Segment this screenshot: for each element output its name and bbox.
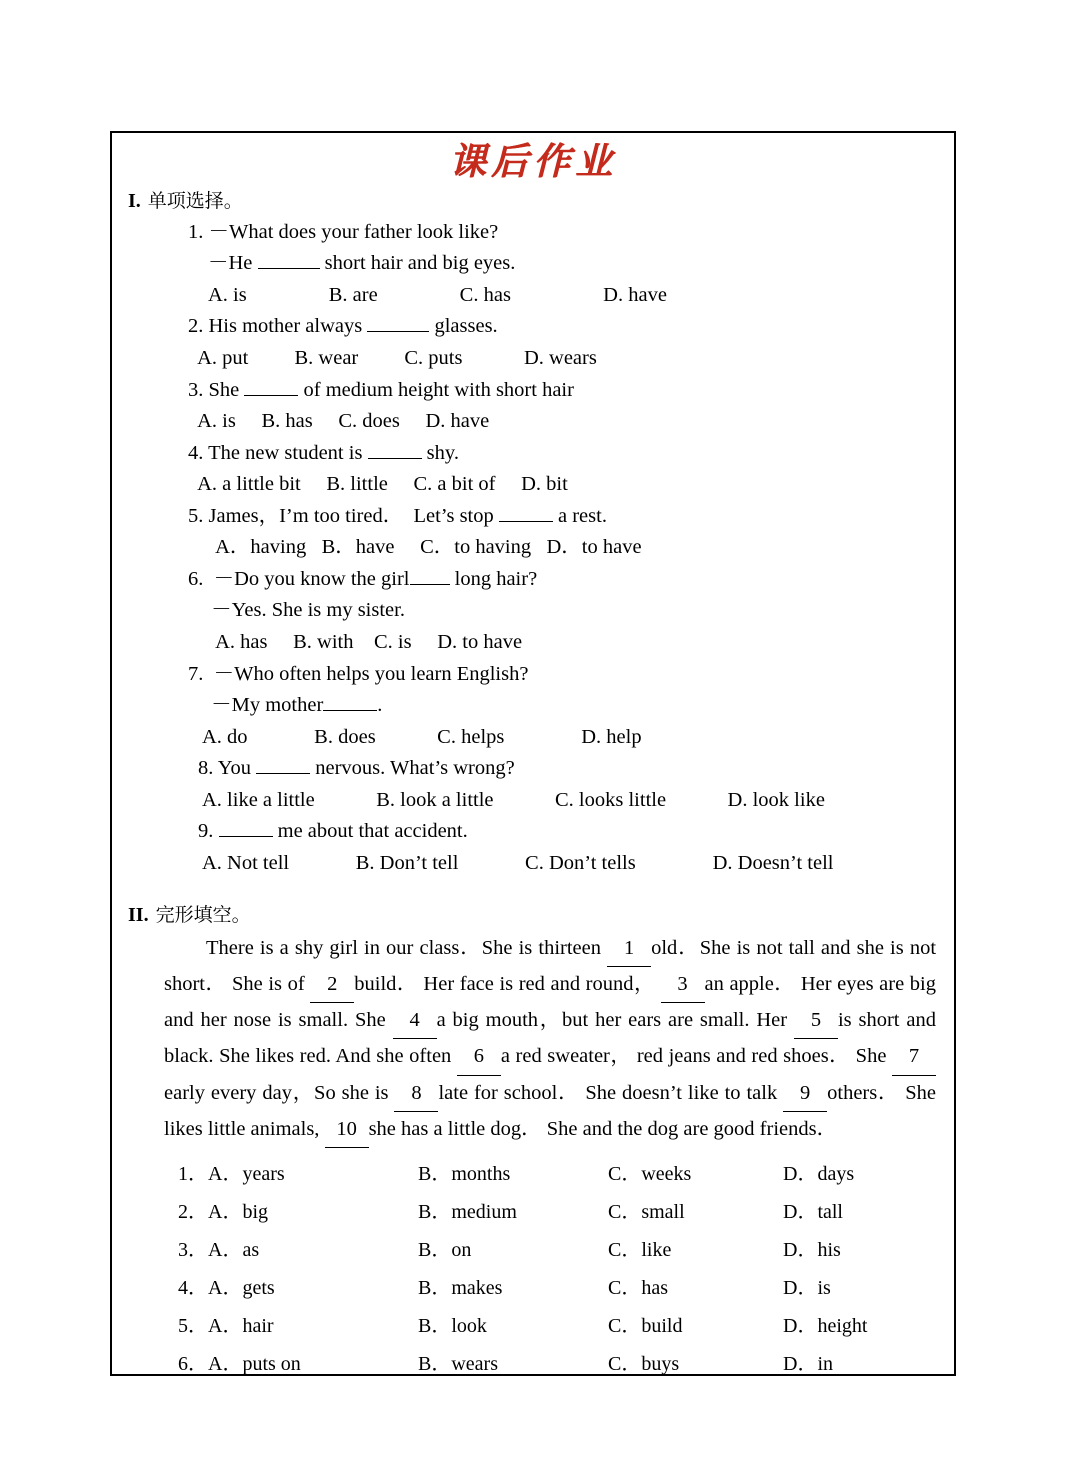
question-1-stem-text: －What does your father look like? <box>208 220 499 243</box>
answer-blank[interactable] <box>323 710 377 711</box>
answer-blank[interactable] <box>256 773 310 774</box>
cloze-option-a[interactable]: A．as <box>208 1238 260 1261</box>
question-3-stem <box>126 375 940 407</box>
question-6-options[interactable]: A. has B. with C. is D. to have <box>206 631 523 653</box>
question-5-options[interactable]: A．having B．have C．to having D．to have <box>206 536 642 559</box>
question-8-options[interactable]: A. like a little B. look a little C. looks little D. look like <box>198 788 825 811</box>
question-5-stem-before: 5. James，I’m too tired． Let’s stop <box>188 504 499 527</box>
cloze-option-row <box>126 1342 940 1380</box>
cloze-option-d[interactable]: D．his <box>783 1238 841 1261</box>
cloze-option-c[interactable]: C．build <box>608 1314 683 1337</box>
cloze-gap-6[interactable]: 6 <box>457 1039 501 1075</box>
question-1 <box>126 217 940 312</box>
cloze-option-a[interactable]: A．gets <box>208 1276 275 1299</box>
cloze-option-row <box>126 1266 940 1304</box>
question-7-cont-after: . <box>377 694 383 717</box>
question-2-stem-before: 2. His mother always <box>188 315 368 338</box>
section-title-2: 完形填空。 <box>155 903 251 926</box>
passage-text: others． She likes little animals, <box>164 1081 936 1140</box>
cloze-option-number: 1． <box>178 1162 208 1185</box>
question-2-stem <box>126 311 940 343</box>
question-9-stem-before: 9. <box>198 820 219 843</box>
cloze-option-c[interactable]: C．buys <box>608 1352 680 1375</box>
cloze-option-c[interactable]: C．like <box>608 1238 672 1261</box>
question-5 <box>126 501 940 564</box>
cloze-option-number: 5． <box>178 1314 208 1337</box>
question-2 <box>126 311 940 374</box>
passage-text: early every day，So she is <box>164 1081 395 1104</box>
question-5-stem <box>126 501 940 533</box>
cloze-option-a[interactable]: A．hair <box>208 1314 274 1337</box>
question-9-stem-after: me about that accident. <box>272 820 468 843</box>
passage-text: an apple． Her eyes are big and her nose is small. She <box>164 972 936 1031</box>
question-1-cont-before: －He <box>208 252 258 275</box>
page-title: 课后作业 <box>449 139 617 183</box>
cloze-gap-7[interactable]: 7 <box>892 1039 936 1075</box>
worksheet-page <box>110 131 956 1376</box>
answer-blank[interactable] <box>258 268 320 269</box>
cloze-option-number: 2． <box>178 1200 208 1223</box>
passage-text: late for school． She doesn’t like to talk <box>438 1081 784 1104</box>
cloze-option-d[interactable]: D．in <box>783 1352 833 1375</box>
cloze-option-c[interactable]: C．small <box>608 1200 685 1223</box>
question-6-stem-before: 6. －Do you know the girl <box>188 567 410 590</box>
cloze-gap-8[interactable]: 8 <box>394 1076 438 1112</box>
question-4-options[interactable]: A. a little bit B. little C. a bit of D. bit <box>188 473 568 496</box>
section-title-1: 单项选择。 <box>147 189 243 212</box>
question-3 <box>126 375 940 438</box>
passage-text: is short and black. She likes red. And she often <box>164 1009 936 1068</box>
question-1-continuation <box>126 248 940 280</box>
cloze-option-a[interactable]: A．puts on <box>208 1352 301 1375</box>
question-9 <box>126 816 940 879</box>
cloze-option-c[interactable]: C．weeks <box>608 1162 692 1185</box>
cloze-option-b[interactable]: B．on <box>418 1238 472 1261</box>
question-4 <box>126 438 940 501</box>
question-4-stem-after: shy. <box>421 441 459 464</box>
multiple-choice-list <box>126 217 940 880</box>
cloze-gap-10[interactable]: 10 <box>325 1112 369 1148</box>
cloze-option-row <box>126 1228 940 1266</box>
question-6-stem-after: long hair? <box>449 567 538 590</box>
section-roman-2: II. <box>128 903 149 926</box>
question-8-stem-after: nervous. What’s wrong? <box>310 757 515 780</box>
cloze-option-row <box>126 1304 940 1342</box>
question-2-stem-after: glasses. <box>429 315 498 338</box>
cloze-option-number: 3． <box>178 1238 208 1261</box>
answer-blank[interactable] <box>219 836 273 837</box>
cloze-gap-3[interactable]: 3 <box>661 967 705 1003</box>
answer-blank[interactable] <box>367 331 429 332</box>
question-9-stem <box>126 816 940 848</box>
question-7 <box>126 659 940 754</box>
question-7-stem: 7. －Who often helps you learn English? <box>188 662 529 685</box>
question-6 <box>126 564 940 659</box>
cloze-option-d[interactable]: D．height <box>783 1314 868 1337</box>
question-8-stem <box>126 753 940 785</box>
question-1-cont-after: short hair and big eyes. <box>319 252 516 275</box>
cloze-gap-4[interactable]: 4 <box>393 1003 437 1039</box>
passage-text: build． Her face is red and round， <box>354 972 661 995</box>
passage-text: a big mouth，but her ears are small. Her <box>436 1009 794 1031</box>
cloze-option-a[interactable]: A．years <box>208 1162 285 1185</box>
cloze-option-b[interactable]: B．makes <box>418 1276 503 1299</box>
question-3-stem-before: 3. She <box>188 378 245 401</box>
cloze-option-d[interactable]: D．tall <box>783 1200 843 1223</box>
cloze-option-b[interactable]: B．wears <box>418 1352 498 1375</box>
question-3-stem-after: of medium height with short hair <box>298 378 574 401</box>
question-1-stem <box>126 217 940 249</box>
answer-blank[interactable] <box>499 521 553 522</box>
question-1-options[interactable]: A. is B. are C. has D. have <box>208 283 667 306</box>
cloze-gap-9[interactable]: 9 <box>783 1076 827 1112</box>
cloze-option-row <box>126 1152 940 1190</box>
question-7-cont-before: －My mother <box>206 694 324 717</box>
answer-blank[interactable] <box>244 395 298 396</box>
cloze-option-b[interactable]: B．medium <box>418 1200 517 1223</box>
cloze-gap-1[interactable]: 1 <box>607 931 651 967</box>
question-7-options[interactable]: A. do B. does C. helps D. help <box>198 725 642 748</box>
question-9-options[interactable]: A. Not tell B. Don’t tell C. Don’t tells D. Doesn’t tell <box>198 851 834 874</box>
passage-text: she has a little dog． She and the dog are good friends． <box>368 1117 838 1140</box>
section-heading-2 <box>128 902 940 929</box>
question-7-continuation <box>126 690 940 722</box>
cloze-options-table <box>126 1152 940 1380</box>
cloze-option-d[interactable]: D．is <box>783 1276 831 1299</box>
cloze-option-number: 6． <box>178 1352 208 1375</box>
question-3-options[interactable]: A. is B. has C. does D. have <box>188 410 490 433</box>
answer-blank[interactable] <box>410 584 450 585</box>
question-2-options[interactable]: A. put B. wear C. puts D. wears <box>188 346 597 369</box>
question-8-stem-before: 8. You <box>198 757 257 780</box>
question-6-continuation: －Yes. She is my sister. <box>206 599 405 622</box>
cloze-option-number: 4． <box>178 1276 208 1299</box>
question-4-stem-before: 4. The new student is <box>188 441 368 464</box>
question-1-number: 1. <box>188 220 204 243</box>
question-8 <box>126 753 940 816</box>
cloze-option-b[interactable]: B．look <box>418 1314 487 1337</box>
cloze-option-c[interactable]: C．has <box>608 1276 668 1299</box>
passage-text: a red sweater， red jeans and red shoes． She <box>500 1045 892 1068</box>
cloze-passage <box>126 931 940 1149</box>
question-4-stem <box>126 438 940 470</box>
cloze-option-row <box>126 1190 940 1228</box>
passage-text: There is a shy girl in our class．She is thirteen <box>206 936 608 959</box>
cloze-options-body <box>126 1152 940 1380</box>
passage-text: old．She is not tall and she is not short． She is of <box>164 936 937 995</box>
question-6-stem <box>126 564 940 596</box>
cloze-option-a[interactable]: A．big <box>208 1200 268 1223</box>
cloze-option-b[interactable]: B．months <box>418 1162 511 1185</box>
answer-blank[interactable] <box>368 458 422 459</box>
question-5-stem-after: a rest. <box>552 504 607 527</box>
section-roman-1: I. <box>128 189 141 212</box>
section-heading-1 <box>128 188 940 215</box>
cloze-gap-5[interactable]: 5 <box>794 1003 838 1039</box>
cloze-option-d[interactable]: D．days <box>783 1162 855 1185</box>
cloze-gap-2[interactable]: 2 <box>310 967 354 1003</box>
